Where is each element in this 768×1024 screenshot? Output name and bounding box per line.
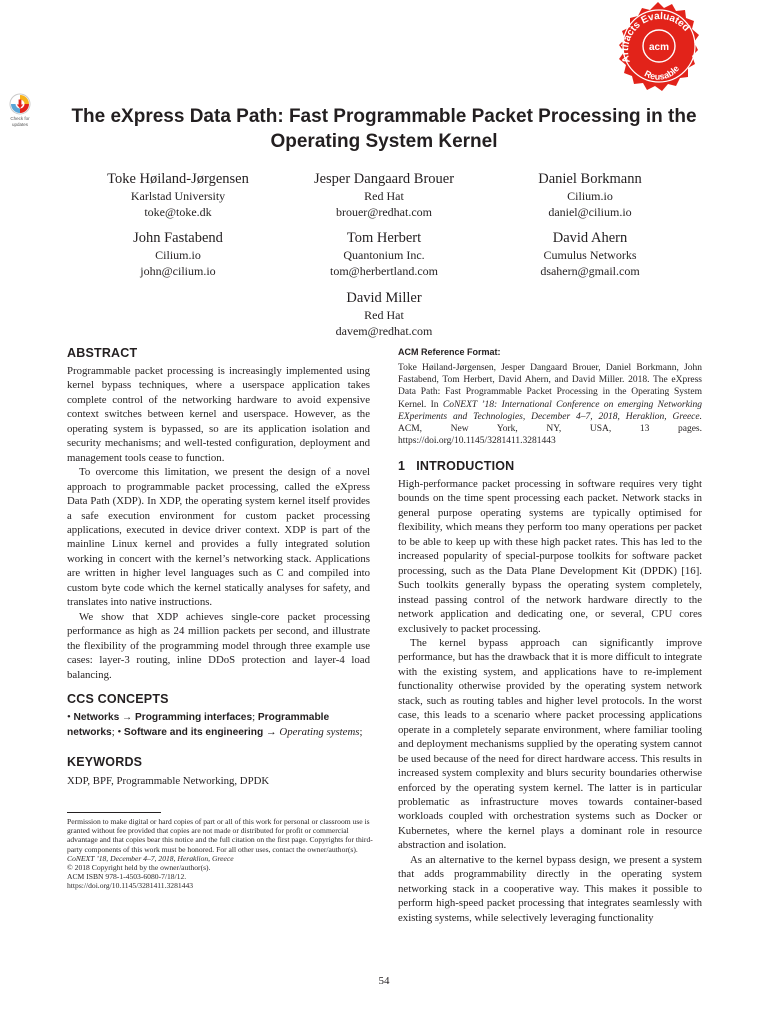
author-affiliation: Red Hat [364,308,404,322]
author-email[interactable]: tom@herbertland.com [329,264,439,278]
author-name: Daniel Borkmann [538,171,642,187]
check-for-updates-badge[interactable] [6,93,34,127]
ccs-term: Programming interfaces [134,712,253,723]
author-affiliation: Cilium.io [155,248,201,262]
author-affiliation: Karlstad University [130,189,226,203]
ccs-term: Operating systems [279,726,360,738]
ccs-bullet: • [117,726,122,738]
author-affiliation: Cilium.io [567,189,613,203]
permission-notice: Permission to make digital or hard copies of part or all of this work for personal or classroom use is granted without fee provided that copies are not made or distributed for profit or commercial advantage and that copies bear this notice and the full citation on the first page. Copyrights for third-party components of this work must be honored. For all other uses, contact the owner/author(s). [67,817,373,854]
author-email[interactable]: dsahern@gmail.com [540,264,640,278]
copyright-footnote [67,817,377,891]
author-block [264,170,504,220]
author-block [470,170,710,220]
author-email[interactable]: daniel@cilium.io [548,205,632,219]
footnote-rule [67,812,161,813]
acm-reference-heading: ACM Reference Format: [398,347,501,357]
keywords-heading: KEYWORDS [67,755,143,769]
ccs-separator: ; [252,711,256,723]
check-for-updates-line2: updates [11,122,28,127]
acm-artifacts-badge [608,0,708,100]
abstract-paragraph: We show that XDP achieves single-core packet processing performance as high as 24 million packets per second, and illustrate the flexibility of the programming model through three example use cases: layer-3 routing, inline DDoS protection and layer-4 load balancing. [67,610,370,681]
author-name: Jesper Dangaard Brouer [313,171,455,187]
abstract-heading: ABSTRACT [67,346,138,360]
introduction-heading [398,459,514,473]
check-for-updates-line1: Check for [10,116,30,121]
author-email[interactable]: john@cilium.io [140,264,216,278]
abstract-paragraph: Programmable packet processing is increasingly implemented using kernel bypass techniques, where a userspace application takes complete control of the networking hardware to avoid expensive context switches between kernel and userspace. However, as the operating system is bypassed, so are its application isolation and security mechanisms; and well-tested configuration, deployment and management tools cease to function. [67,365,370,464]
author-block [264,229,504,279]
badge-bottom-text: Reusable [642,63,682,82]
keywords-text: XDP, BPF, Programmable Networking, DPDK [67,775,270,787]
author-name: David Ahern [552,230,628,246]
check-for-updates-icon [9,93,31,115]
ccs-separator: ; [359,726,363,738]
intro-paragraph: High-performance packet processing in software requires very tight bounds on the time spent processing each packet. Network stacks in general purpose operating systems are typically optimised for flexibility, which means they perform too many operations per packet to be able to keep up with these high packet rates. This has led to the increased popularity of special-purpose toolkits for software packet processing, such as the Data Plane Development Kit (DPDK) [16]. Such toolkits generally bypass the operating system completely, instead passing control of the network hardware directly to the network application and dedicating one, or several, CPU cores exclusively to packet processing. [398,478,702,635]
abstract-paragraph: To overcome this limitation, we present the design of a novel approach to programmable packet processing, called the eXpress Data Path (XDP). In XDP, the operating system kernel itself provides a safe execution environment for custom packet processing applications, executed in device driver context. XDP is part of the mainline Linux kernel and provides a fully integrated solution working in concert with the kernel’s networking stack. Applications are written in higher level languages such as C and compiled into custom byte code which the kernel statically analyses for safety, and translates into native instructions. [67,466,370,609]
author-affiliation: Quantonium Inc. [343,248,425,262]
ccs-term: Programmable networks [67,712,330,738]
author-name: Tom Herbert [346,230,422,246]
page-number: 54 [378,975,390,987]
intro-paragraph: As an alternative to the kernel bypass design, we present a system that adds programmability directly in the operating system networking stack in a cooperative way. This makes it possible to perform high-speed packet processing that integrates seamlessly with existing systems, while selectively leveraging functionality [398,853,702,924]
author-affiliation: Cumulus Networks [543,248,637,262]
ccs-separator: ; [111,726,115,738]
ccs-arrow: → [122,712,133,723]
reference-conference: CoNEXT ’18: International Conference on emerging Networking EXperiments and Technologies, December 4–7, 2018, Heraklion, Greece. [398,399,702,422]
author-block [264,289,504,339]
isbn-line: ACM ISBN 978-1-4503-6080-7/18/12. [67,872,187,882]
author-name: John Fastabend [133,230,223,246]
ccs-term: Software and its engineering [123,727,264,738]
ccs-bullet: • [67,711,71,723]
abstract-text [67,364,370,682]
author-email[interactable]: brouer@redhat.com [335,205,432,219]
ccs-concepts-heading: CCS CONCEPTS [67,692,169,706]
section-number: 1 [398,459,406,473]
intro-paragraph: The kernel bypass approach can significantly improve performance, but has the drawback that it is more difficult to integrate with the existing system, and applications have to re-implement functionality otherwise provided by the operating system network stack, such as routing tables and higher level protocols. In the worst case, this leads to a scenario where packet processing applications operate in a completely separate environment, where familiar tooling and deployment mechanisms supplied by the operating system cannot be used because of the need for direct hardware access. This results in increased system complexity and blurs security boundaries otherwise enforced by the operating system kernel. The latter is in particular problematic as infrastructure moves towards container-based workloads coupled with orchestration systems such as Docker or Kubernetes, where the kernel plays a dominant role in resource abstraction and isolation. [398,636,702,852]
badge-acm-logo: acm [648,42,670,53]
author-block [58,229,298,279]
copyright-line: © 2018 Copyright held by the owner/author(s). [67,863,211,873]
author-email[interactable]: toke@toke.dk [144,205,212,219]
ccs-concepts-text [67,710,377,740]
author-block [470,229,710,279]
ccs-term: Networks [73,712,120,723]
reference-authors: Toke Høiland-Jørgensen, Jesper Dangaard Brouer, Daniel Borkmann, John Fastabend, Tom Herbert, David Ahern, and David Miller. 2018. The eXpress Data Path: Fast Programmable Packet Processing in the Operating System Kernel. In [398,363,702,410]
author-affiliation: Red Hat [364,189,404,203]
reference-tail: ACM, New York, NY, USA, 13 pages. https://doi.org/10.1145/3281411.3281443 [398,424,702,447]
doi-link[interactable]: https://doi.org/10.1145/3281411.3281443 [67,881,194,891]
venue-line: CoNEXT ’18, December 4–7, 2018, Heraklion, Greece [67,853,234,863]
author-name: Toke Høiland-Jørgensen [107,171,249,187]
author-block [58,170,298,220]
author-email[interactable]: davem@redhat.com [335,324,433,338]
paper-title: The eXpress Data Path: Fast Programmable Packet Processing in the Operating System Kernel [71,106,697,152]
acm-reference-text [398,362,702,447]
introduction-text [398,477,702,925]
author-name: David Miller [346,290,422,306]
section-title: INTRODUCTION [416,459,515,473]
badge-arc-text: Artifacts Evaluated [620,10,692,64]
ccs-arrow: → [265,726,277,738]
